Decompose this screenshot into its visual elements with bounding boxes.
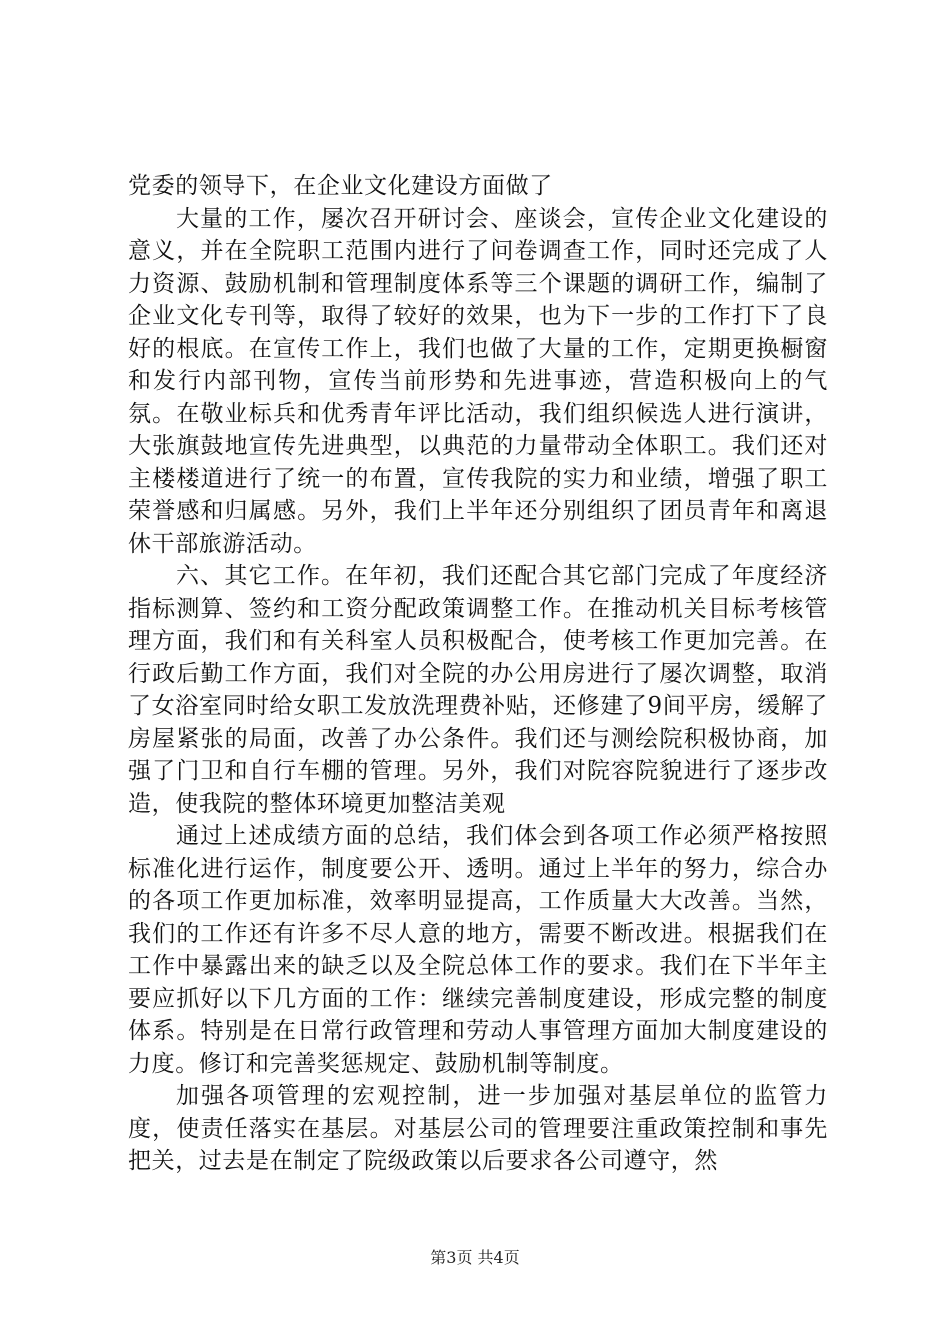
- paragraph-other-work: 六、其它工作。在年初，我们还配合其它部门完成了年度经济指标测算、签约和工资分配政策调整工作。在推动机关目标考核管理方面，我们和有关科室人员积极配合，使考核工作更加完善。在行政后勤工作方面，我们对全院的办公用房进行了屡次调整，取消了女浴室同时给女职工发放洗理费补贴，还修建了9间平房，缓解了房屋紧张的局面，改善了办公条件。我们还与测绘院积极协商，加强了门卫和自行车棚的管理。另外，我们对院容院貌进行了逐步改造，使我院的整体环境更加整洁美观: [128, 563, 828, 817]
- paragraph-summary: 通过上述成绩方面的总结，我们体会到各项工作必须严格按照标准化进行运作，制度要公开、透明。通过上半年的努力，综合办的各项工作更加标准，效率明显提高，工作质量大大改善。当然，我们的工作还有许多不尽人意的地方，需要不断改进。根据我们在工作中暴露出来的缺乏以及全院总体工作的要求。我们在下半年主要应抓好以下几方面的工作：继续完善制度建设，形成完整的制度体系。特别是在日常行政管理和劳动人事管理方面加大制度建设的力度。修订和完善奖惩规定、鼓励机制等制度。: [128, 823, 828, 1077]
- page-number-footer: 第3页 共4页: [430, 1248, 520, 1267]
- paragraph-culture-work: 大量的工作，屡次召开研讨会、座谈会，宣传企业文化建设的意义，并在全院职工范围内进行了问卷调查工作，同时还完成了人力资源、鼓励机制和管理制度体系等三个课题的调研工作，编制了企业文化专刊等，取得了较好的效果，也为下一步的工作打下了良好的根底。在宣传工作上，我们也做了大量的工作，定期更换橱窗和发行内部刊物，宣传当前形势和先进事迹，营造积极向上的气氛。在敬业标兵和优秀青年评比活动，我们组织候选人进行演讲，大张旗鼓地宣传先进典型，以典范的力量带动全体职工。我们还对主楼楼道进行了统一的布置，宣传我院的实力和业绩，增强了职工荣誉感和归属感。另外，我们上半年还分别组织了团员青年和离退休干部旅游活动。: [128, 205, 828, 557]
- document-body: [128, 170, 828, 1178]
- paragraph-macro-control: 加强各项管理的宏观控制，进一步加强对基层单位的监管力度，使责任落实在基层。对基层公司的管理要注重政策控制和事先把关，过去是在制定了院级政策以后要求各公司遵守，然: [128, 1083, 828, 1174]
- paragraph-continuation: 党委的领导下，在企业文化建设方面做了: [128, 173, 553, 199]
